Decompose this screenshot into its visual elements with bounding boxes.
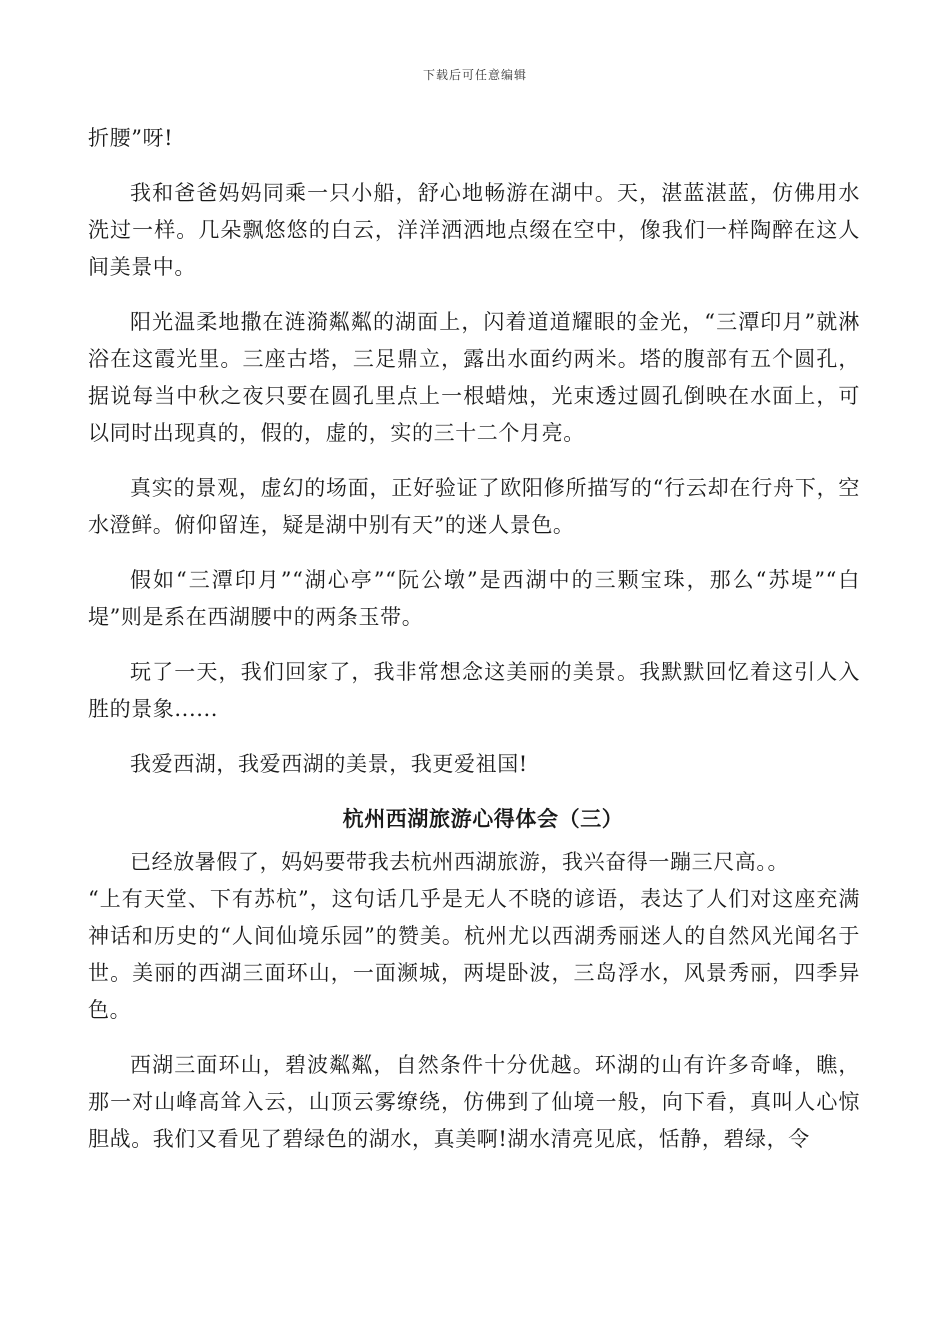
paragraph-intro-line1: 已经放暑假了，妈妈要带我去杭州西湖旅游，我兴奋得一蹦三尺高。。 <box>130 850 790 874</box>
page-header: 下载后可任意编辑 <box>422 68 527 82</box>
paragraph-mountains: 西湖三面环山，碧波粼粼，自然条件十分优越。环湖的山有许多奇峰，瞧，那一对山峰高耸入云，山顶云雾缭绕，仿佛到了仙境一般，向下看，真叫人心惊胆战。我们又看见了碧绿色的湖水，真美啊!湖水清亮见底，恬静，碧绿，令 <box>88 1053 860 1151</box>
paragraph-continuation: 折腰”呀! <box>88 126 174 150</box>
paragraph-love: 我爱西湖，我爱西湖的美景，我更爱祖国! <box>130 752 528 776</box>
paragraph-pearls: 假如“三潭印月”“湖心亭”“阮公墩”是西湖中的三颗宝珠，那么“苏堤”“白堤”则是系在西湖腰中的两条玉带。 <box>88 568 860 629</box>
section-title: 杭州西湖旅游心得体会（三） <box>342 807 624 831</box>
paragraph-return: 玩了一天，我们回家了，我非常想念这美丽的美景。我默默回忆着这引人入胜的景象...... <box>88 660 860 721</box>
paragraph-scenery: 真实的景观，虚幻的场面，正好验证了欧阳修所描写的“行云却在行舟下，空水澄鲜。俯仰留连，疑是湖中别有天”的迷人景色。 <box>88 476 860 537</box>
paragraph-sunlight: 阳光温柔地撒在涟漪粼粼的湖面上，闪着道道耀眼的金光，“三潭印月”就淋浴在这霞光里。三座古塔，三足鼎立，露出水面约两米。塔的腹部有五个圆孔，据说每当中秋之夜只要在圆孔里点上一根蜡烛，光束透过圆孔倒映在水面上，可以同时出现真的，假的，虚的，实的三十二个月亮。 <box>88 310 860 445</box>
document-body <box>88 120 860 1158</box>
paragraph-boat: 我和爸爸妈妈同乘一只小船，舒心地畅游在湖中。天，湛蓝湛蓝，仿佛用水洗过一样。几朵飘悠悠的白云，洋洋洒洒地点缀在空中，像我们一样陶醉在这人间美景中。 <box>88 181 860 279</box>
paragraph-intro-rest: “上有天堂、下有苏杭”，这句话几乎是无人不晓的谚语，表达了人们对这座充满神话和历史的“人间仙境乐园”的赞美。杭州尤以西湖秀丽迷人的自然风光闻名于世。美丽的西湖三面环山，一面濒城，两堤卧波，三岛浮水，风景秀丽，四季异色。 <box>88 887 860 1022</box>
